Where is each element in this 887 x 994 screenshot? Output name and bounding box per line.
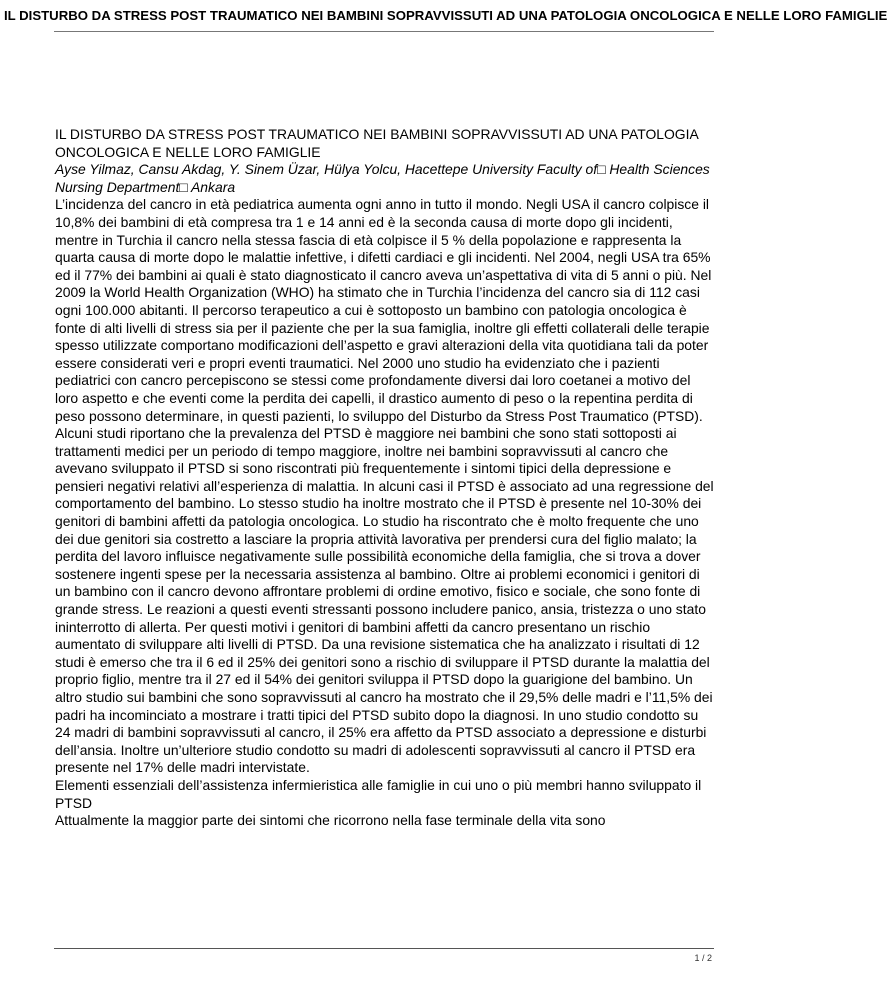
section-text: Attualmente la maggior parte dei sintomi che ricorrono nella fase terminale della vita sono [55, 812, 606, 829]
footer-divider [54, 948, 714, 949]
body-paragraph: L’incidenza del cancro in età pediatrica aumenta ogni anno in tutto il mondo. Negli USA il cancro colpisce il 10,8% dei bambini di età compresa tra 1 e 14 anni ed è la seconda causa di morte dopo gli incidenti, mentre in Turchia il cancro nella stessa fascia di età colpisce il 5 % della popolazione e rappresenta la quarta causa di morte dopo le malattie infettive, i difetti cardiaci e gli incidenti. Nel 2004, negli USA tra 65% ed il 77% dei bambini ai quali è stato diagnosticato il cancro aveva un’aspettativa di vita di 5 anni o più. Nel 2009 la World Health Organization (WHO) ha stimato che in Turchia l’incidenza del cancro sia di 112 casi ogni 100.000 abitanti. Il percorso terapeutico a cui è sottoposto un bambino con patologia oncologica è fonte di alti livelli di stress sia per il paziente che per la sua famiglia, inoltre gli effetti collaterali delle terapie spesso utilizzate comportano modificazioni dell’aspetto e gravi alterazioni della vita quotidiana tali da poter essere considerati veri e propri eventi traumatici. Nel 2000 uno studio ha evidenziato che i pazienti pediatrici con cancro percepiscono se stessi come profondamente diversi dai loro coetanei a motivo del loro aspetto e che eventi come la perdita dei capelli, il drastico aumento di peso o la repentina perdita di peso possono determinare, in questi pazienti, lo sviluppo del Disturbo da Stress Post Traumatico (PTSD). Alcuni studi riportano che la prevalenza del PTSD è maggiore nei bambini che sono stati sottoposti ai trattamenti medici per un periodo di tempo maggiore, inoltre nei bambini sopravvissuti al cancro che avevano sviluppato il PTSD si sono riscontrati più frequentemente i sintomi tipici della depressione e pensieri negativi relativi all’esperienza di malattia. In alcuni casi il PTSD è associato ad una regressione del comportamento del bambino. Lo stesso studio ha inoltre mostrato che il PTSD è presente nel 10-30% dei genitori di bambini affetti da patologia oncologica. Lo studio ha riscontrato che è molto frequente che uno dei due genitori sia costretto a lasciare la propria attività lavorativa per prendersi cura del figlio malato; la perdita del lavoro influisce negativamente sulle possibilità economiche della famiglia, che si trova a dover sostenere ingenti spese per la necessaria assistenza al bambino. Oltre ai problemi economici i genitori di un bambino con il cancro devono affrontare problemi di ordine emotivo, fisico e sociale, che sono fonte di grande stress. Le reazioni a questi eventi stressanti possono includere panico, ansia, tristezza o uno stato ininterrotto di allerta. Per questi motivi i genitori di bambini affetti da cancro presentano un rischio aumentato di sviluppare alti livelli di PTSD. Da una revisione sistematica che ha analizzato i risultati di 12 studi è emerso che tra il 6 ed il 25% dei genitori sono a rischio di sviluppare il PTSD durante la malattia del proprio figlio, mentre tra il 27 ed il 54% dei genitori sviluppa il PTSD dopo la guarigione del bambino. Un altro studio sui bambini che sono sopravvissuti al cancro ha mostrato che il 29,5% delle madri e l’11,5% dei padri ha incominciato a mostrare i tratti tipici del PTSD subito dopo la diagnosi. In uno studio condotto su 24 madri di bambini sopravvissuti al cancro, il 25% era affetto da PTSD associato a depressione e disturbi dell’ansia. Inoltre un’ulteriore studio condotto su madri di adolescenti sopravvissuti al cancro il PTSD era presente nel 17% delle madri intervistate. [55, 196, 714, 776]
article-authors: Ayse Yilmaz, Cansu Akdag, Y. Sinem Üzar, Hülya Yolcu, Hacettepe University Faculty of□ Health Sciences Nursing Department□ Ankara [55, 161, 710, 195]
header-divider [54, 31, 714, 32]
article-body [55, 126, 715, 830]
page-number: 1 / 2 [694, 953, 712, 963]
running-header: IL DISTURBO DA STRESS POST TRAUMATICO NEI BAMBINI SOPRAVVISSUTI AD UNA PATOLOGIA ONCOLOGICA E NELLE LORO FAMIGLIE [4, 8, 887, 23]
section-heading: Elementi essenziali dell’assistenza infermieristica alle famiglie in cui uno o più membri hanno sviluppato il PTSD [55, 776, 702, 811]
article-title: IL DISTURBO DA STRESS POST TRAUMATICO NEI BAMBINI SOPRAVVISSUTI AD UNA PATOLOGIA ONCOLOGICA E NELLE LORO FAMIGLIE [55, 126, 698, 160]
